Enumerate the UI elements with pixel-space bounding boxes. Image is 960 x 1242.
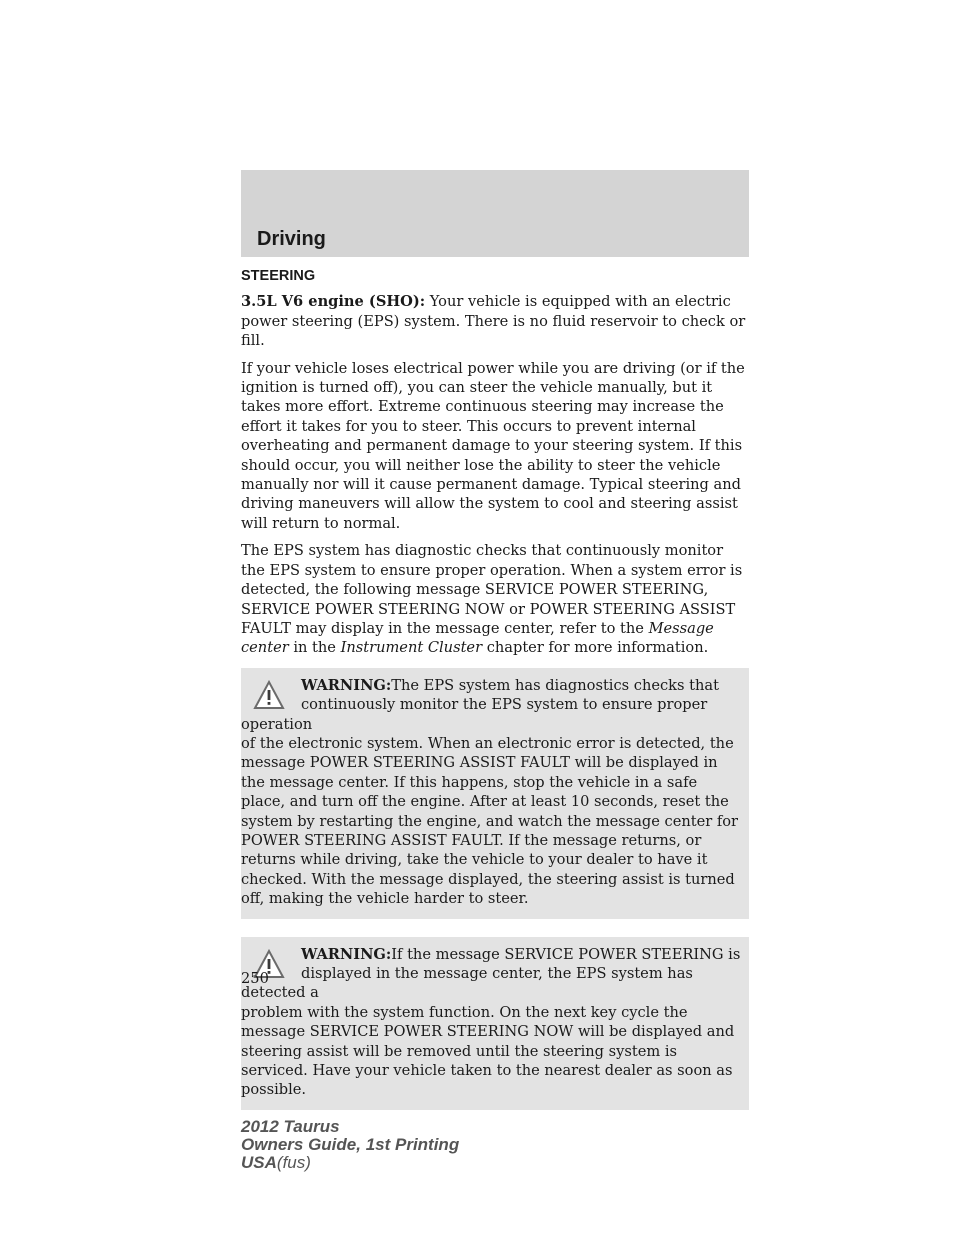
footer-region-code: (fus) [276, 1153, 311, 1172]
warning-line1: If the message SERVICE POWER STEERING is [391, 945, 741, 963]
diagnostics-text-a: The EPS system has diagnostic checks that continuously monitor the EPS system to ensure proper operation. When a system error is detected, the following message SERVICE POWER STEERING, SERVICE POWER STEERING NOW or POWER STEERING ASSIST FAULT may display in the message center, refer to the [241, 542, 743, 637]
warning-text-rest: of the electronic system. When an electronic error is detected, the message POWER STEERING ASSIST FAULT will be displayed in the message center. If this happens, stop the vehicle in a safe place, and turn off the engine. After at least 10 seconds, reset the system by restarting the engine, and watch the message center for POWER STEERING ASSIST FAULT. If the message returns, or returns while driving, take the vehicle to your dealer to have it checked. With the message displayed, the steering assist is turned off, making the vehicle harder to steer. [241, 734, 739, 908]
footer-line-region [241, 1154, 459, 1172]
footer-line-guide: Owners Guide, 1st Printing [241, 1135, 460, 1154]
message-center-ref: Message center [241, 619, 714, 657]
warning-box-assist-fault [241, 668, 749, 919]
warning-line2: continuously monitor the EPS system to ensure proper operation [241, 696, 708, 733]
footer-region: USA [241, 1153, 277, 1172]
warning-text-rest: problem with the system function. On the next key cycle the message SERVICE POWER STEERING NOW will be displayed and steering assist will be removed until the steering system is serviced. Have your vehicle taken to the nearest dealer as soon as possible. [241, 1003, 735, 1099]
warning-triangle-icon [253, 680, 285, 710]
eps-intro-text: Your vehicle is equipped with an electric power steering (EPS) system. There is no fluid reservoir to check or fill. [241, 293, 746, 350]
print-footer [241, 1118, 459, 1172]
warning-line1: The EPS system has diagnostics checks that [391, 676, 719, 694]
paragraph-power-loss: If your vehicle loses electrical power while you are driving (or if the ignition is turned off), you can steer the vehicle manually, but it takes more effort. Extreme continuous steering may increase the effort it takes for you to steer. This occurs to prevent internal overheating and permanent damage to your steering system. If this should occur, you will neither lose the ability to steer the vehicle manually nor will it cause permanent damage. Typical steering and driving maneuvers will allow the system to cool and steering assist will return to normal. [241, 359, 745, 532]
section-heading: STEERING [241, 268, 316, 284]
chapter-header-band [241, 170, 749, 257]
footer-line-model: 2012 Taurus [241, 1117, 340, 1136]
warning-label: WARNING: [301, 676, 392, 694]
warning-line2: displayed in the message center, the EPS system has detected a [241, 965, 693, 1002]
diagnostics-text-c: chapter for more information. [486, 639, 709, 657]
paragraph-diagnostics [241, 541, 749, 657]
warning-label: WARNING: [301, 945, 392, 963]
paragraph-eps-intro [241, 292, 749, 350]
warning-text [241, 945, 749, 1003]
warning-box-service-steering [241, 937, 749, 1110]
page-content [241, 267, 749, 1128]
warning-text [241, 676, 749, 734]
instrument-cluster-ref: Instrument Cluster [340, 639, 483, 657]
diagnostics-text-b: in the [293, 639, 336, 657]
page-number: 250 [241, 970, 269, 987]
engine-lead: 3.5L V6 engine (SHO): [241, 293, 426, 311]
chapter-title: Driving [257, 228, 326, 250]
